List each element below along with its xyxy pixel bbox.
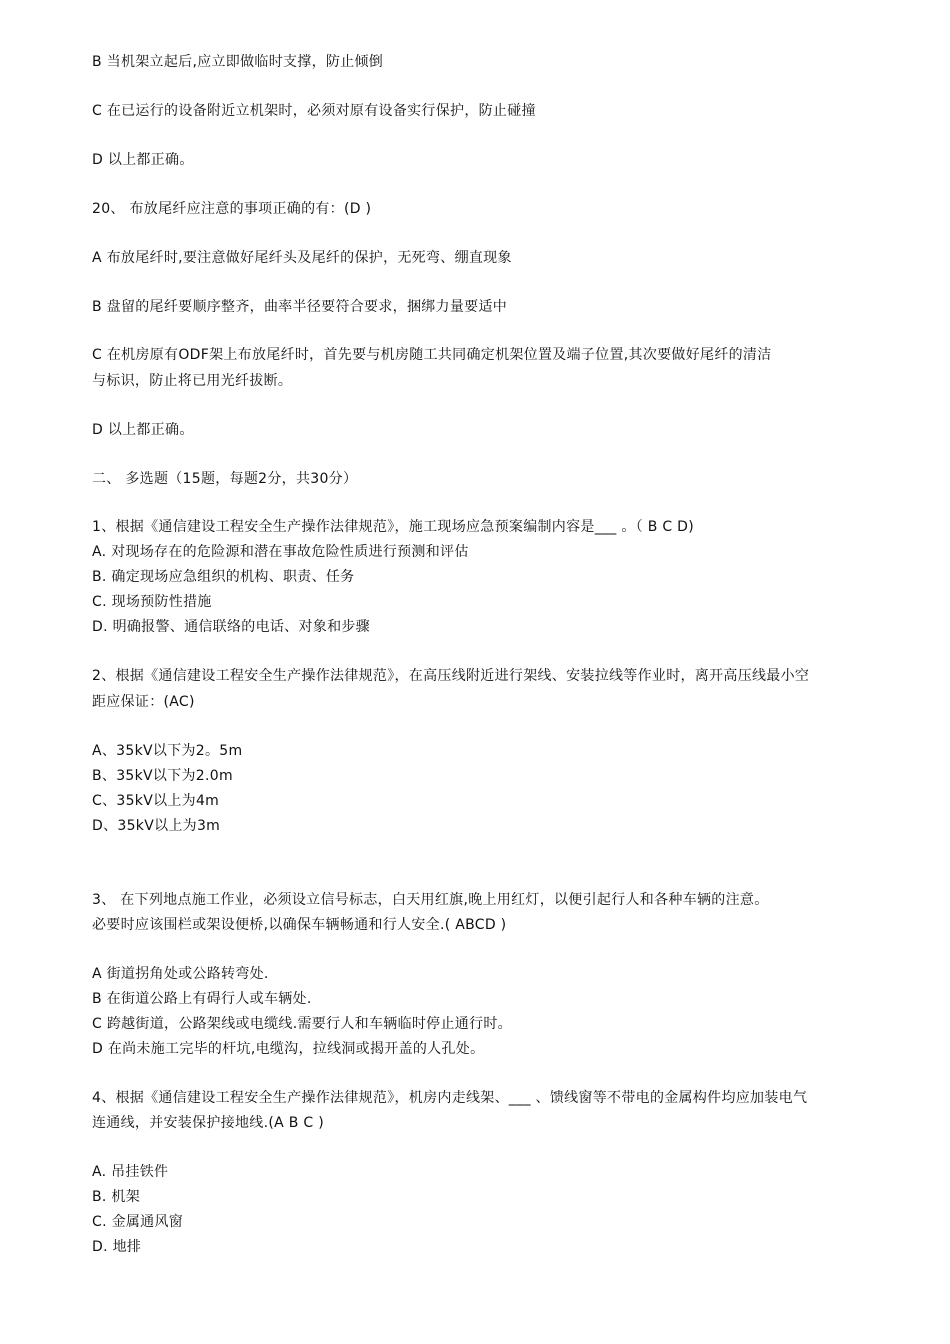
mq3-stem-line1: 3、 在下列地点施工作业，必须设立信号标志，白天用红旗,晚上用红灯，以便引起行人和各种车辆的注意。: [92, 892, 769, 908]
q20-option-a: A 布放尾纤时,要注意做好尾纤头及尾纤的保护，无死弯、绷直现象: [92, 250, 512, 266]
q19-option-b: B 当机架立起后,应立即做临时支撑，防止倾倒: [92, 54, 384, 70]
mq1-option-a: A. 对现场存在的危险源和潜在事故危险性质进行预测和评估: [92, 544, 469, 560]
mq2-stem-line2: 距应保证：(AC): [92, 694, 195, 710]
q19-option-c: C 在已运行的设备附近立机架时，必须对原有设备实行保护，防止碰撞: [92, 103, 536, 119]
q20-option-c-cont: 与标识，防止将已用光纤拔断。: [92, 373, 293, 389]
section-heading: 二、 多选题（15题，每题2分，共30分）: [92, 471, 358, 487]
mq2-option-d: D、35kV以上为3m: [92, 818, 221, 834]
mq3-option-a: A 街道拐角处或公路转弯处.: [92, 966, 269, 982]
mq1-stem: 1、根据《通信建设工程安全生产操作法律规范》，施工现场应急预案编制内容是___ 。（ B C D): [92, 519, 695, 535]
q20-option-c: C 在机房原有ODF架上布放尾纤时，首先要与机房随工共同确定机架位置及端子位置,其次要做好尾纤的清洁: [92, 347, 772, 363]
mq4-option-a: A. 吊挂铁件: [92, 1164, 169, 1180]
q20-option-b: B 盘留的尾纤要顺序整齐，曲率半径要符合要求，捆绑力量要适中: [92, 299, 508, 315]
mq3-stem-line2: 必要时应该围栏或架设便桥,以确保车辆畅通和行人安全.( ABCD ): [92, 917, 507, 933]
mq4-stem-line1: 4、根据《通信建设工程安全生产操作法律规范》，机房内走线架、___ 、馈线窗等不带电的金属构件均应加装电气: [92, 1090, 808, 1106]
q19-option-d: D 以上都正确。: [92, 152, 194, 168]
mq1-option-c: C. 现场预防性措施: [92, 594, 212, 610]
mq4-option-c: C. 金属通风窗: [92, 1214, 184, 1230]
mq3-option-c: C 跨越街道，公路架线或电缆线.需要行人和车辆临时停止通行时。: [92, 1016, 512, 1032]
mq4-option-d: D. 地排: [92, 1239, 142, 1255]
mq1-option-b: B. 确定现场应急组织的机构、职责、任务: [92, 569, 355, 585]
mq2-stem-line1: 2、根据《通信建设工程安全生产操作法律规范》，在高压线附近进行架线、安装拉线等作业时，离开高压线最小空: [92, 668, 810, 684]
mq3-option-d: D 在尚未施工完毕的杆坑,电缆沟，拉线洞或揭开盖的人孔处。: [92, 1041, 485, 1057]
q20-option-d: D 以上都正确。: [92, 422, 194, 438]
q20-stem: 20、 布放尾纤应注意的事项正确的有：(D ): [92, 201, 372, 217]
mq4-option-b: B. 机架: [92, 1189, 141, 1205]
mq2-option-c: C、35kV以上为4m: [92, 793, 220, 809]
mq4-stem-line2: 连通线，并安装保护接地线.(A B C ): [92, 1115, 324, 1131]
mq2-option-a: A、35kV以下为2。5m: [92, 743, 243, 759]
mq2-option-b: B、35kV以下为2.0m: [92, 768, 233, 784]
mq3-option-b: B 在街道公路上有碍行人或车辆处.: [92, 991, 312, 1007]
mq1-option-d: D. 明确报警、通信联络的电话、对象和步骤: [92, 619, 370, 635]
